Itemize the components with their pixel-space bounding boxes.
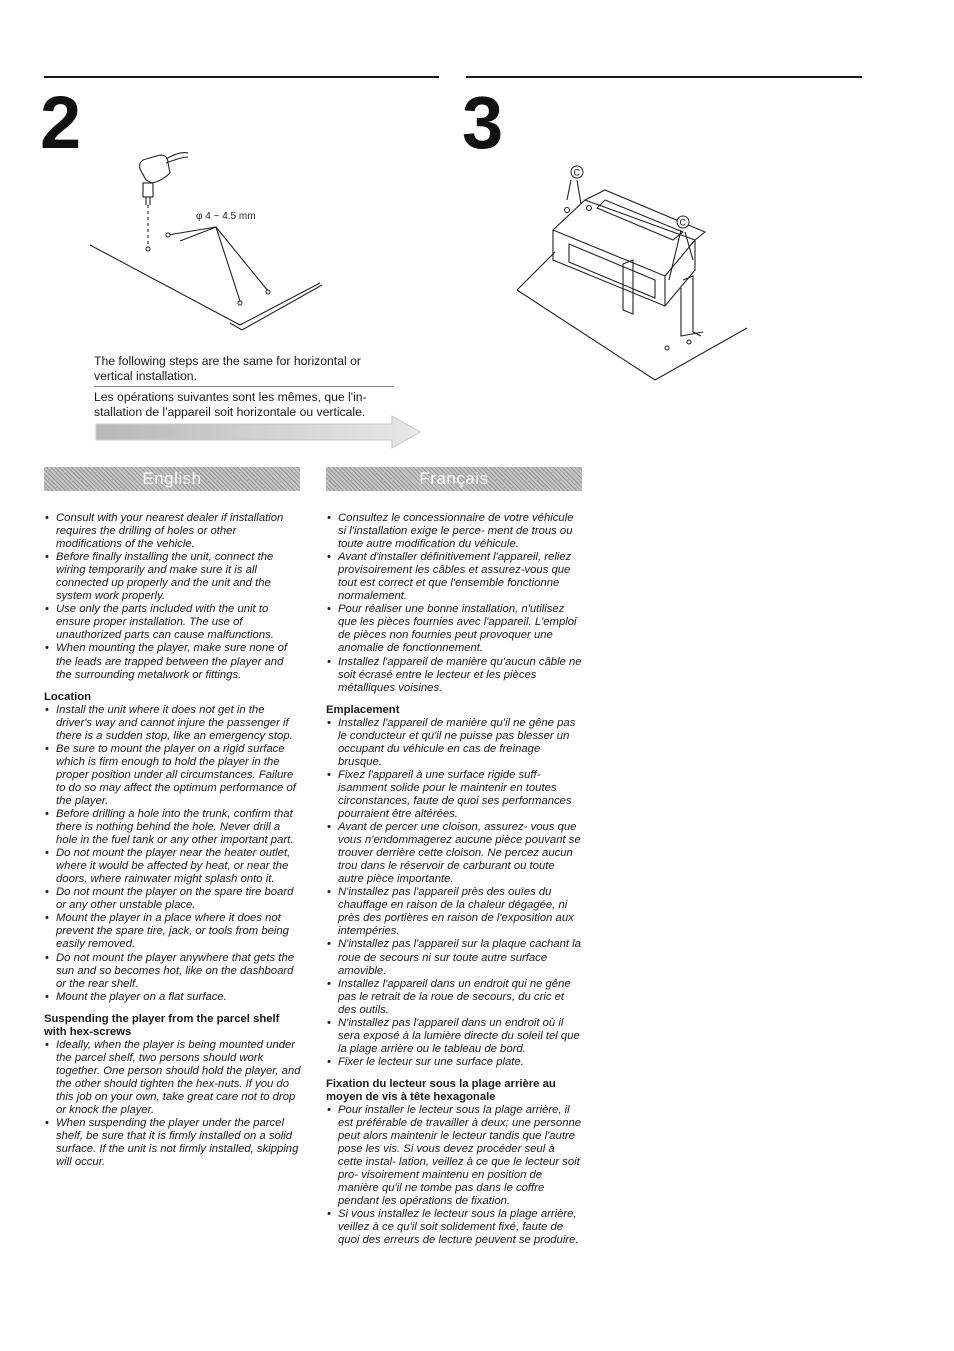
list-item: • When suspending the player under the parcel shelf, be sure that it is firmly installed on a solid surface. If the unit is not firmly installed, skipping will occur. [44, 1117, 302, 1169]
location-heading: Location [44, 690, 92, 703]
french-column [326, 512, 582, 1247]
step2-number: 2 [40, 81, 82, 164]
note-english: The following steps are the same for horizontal or vertical installation. [94, 354, 394, 387]
french-intro-list [326, 512, 582, 695]
list-item: • Ideally, when the player is being mounted under the parcel shelf, two persons should work together. One person should hold the player, and the other should tighten the hex-nuts. If you do this job on your own, take great care not to drop or knock the player. [44, 1039, 302, 1117]
list-item: • Install the unit where it does not get in the driver's way and cannot injure the passenger if there is a sudden stop, like an emergency stop. [44, 704, 302, 743]
list-item: • N'installez pas l'appareil sur la plaque cachant la roue de secours ni sur toute autre surface amovible. [326, 938, 582, 977]
list-item: • Fixer le lecteur sur une surface plate. [326, 1056, 582, 1069]
list-item: • Do not mount the player anywhere that gets the sun and so becomes hot, like on the dashboard or the rear shelf. [44, 952, 302, 991]
french-header: Français [326, 467, 582, 491]
list-item: • Pour installer le lecteur sous la plage arrière, il est préférable de travailler à deux; une personne peut alors maintenir le lecteur tandis que l'autre pose les vis. Si vous devez procéder seul à cette instal- lation, veillez à ce que le lecteur soit pro- visoirement maintenu en position de manière qu'il ne tombe pas dans le coffre pendant les opérations de fixation. [326, 1104, 582, 1208]
list-item: • Pour réaliser une bonne installation, n'utilisez que les pièces fournies avec l'appareil. L'emploi de pièces non fournies peut provoquer une anomalie de fonctionnement. [326, 603, 582, 655]
step2-rule [44, 76, 439, 78]
arrow-graphic [94, 414, 424, 454]
list-item: • Before finally installing the unit, connect the wiring temporarily and make sure it is all connected up properly and the unit and the system work properly. [44, 551, 302, 603]
emplacement-heading: Emplacement [326, 703, 400, 716]
list-item: • Avant de percer une cloison, assurez- vous que vous n'endommagerez aucune pièce pouvant se trouver derrière cette cloison. Ne percez aucun trou dans le réservoir de carburant ou toute autre pièce importante. [326, 821, 582, 886]
suspending-heading: Suspending the player from the parcel shelf with hex-screws [44, 1012, 280, 1038]
list-item: • Do not mount the player near the heater outlet, where it would be affected by heat, or near the doors, where rainwater might splash onto it. [44, 847, 302, 886]
marker-c-top: C [573, 167, 580, 178]
list-item: • When mounting the player, make sure none of the leads are trapped between the player and the surrounding metalwork or fittings. [44, 642, 302, 681]
english-intro-list [44, 512, 302, 682]
french-suspend-list [326, 1104, 582, 1248]
english-location-list [44, 704, 302, 1004]
list-item: • Mount the player on a flat surface. [44, 991, 302, 1004]
fixation-heading: Fixation du lecteur sous la plage arrière au moyen de vis à tête hexagonale [326, 1077, 556, 1103]
list-item: • Do not mount the player on the spare tire board or any other unstable place. [44, 886, 302, 912]
marker-c-right: C [679, 217, 686, 228]
list-item: • Fixez l'appareil à une surface rigide suff- isamment solide pour le maintenir en toutes circonstances, faute de quoi ses performances pourraient être altérées. [326, 769, 582, 821]
list-item: • Avant d'installer définitivement l'appareil, reliez provisoirement les câbles et assurez-vous que tout est correct et que l'ensemble fonctionne normalement. [326, 551, 582, 603]
french-location-list [326, 717, 582, 1069]
list-item: • Consult with your nearest dealer if installation requires the drilling of holes or other modifications of the vehicle. [44, 512, 302, 551]
list-item: • N'installez pas l'appareil dans un endroit où il sera exposé à la lumière directe du soleil tel que la plage arrière ou le tableau de bord. [326, 1017, 582, 1056]
list-item: • Installez l'appareil de manière qu'aucun câble ne soit écrasé entre le lecteur et les pièces métalliques voisines. [326, 656, 582, 695]
english-suspend-list [44, 1039, 302, 1169]
list-item: • Si vous installez le lecteur sous la plage arrière, veillez à ce qu'il soit solidement fixé, faute de quoi des erreurs de lecture peuvent se produire. [326, 1208, 582, 1247]
unit-mount-illustration [505, 160, 765, 390]
list-item: • Before drilling a hole into the trunk, confirm that there is nothing behind the hole. Never drill a hole in the fuel tank or any other important part. [44, 808, 302, 847]
list-item: • Consultez le concessionnaire de votre véhicule si l'installation exige le perce- ment de trous ou toute autre modification du véhicule. [326, 512, 582, 551]
list-item: • Be sure to mount the player on a rigid surface which is firm enough to hold the player in the proper position under all circumstances. Failure to do so may affect the optimum performance of the player. [44, 743, 302, 808]
drill-size-label: φ 4 ~ 4.5 mm [196, 211, 256, 222]
list-item: • Use only the parts included with the unit to ensure proper installation. The use of unauthorized parts can cause malfunctions. [44, 603, 302, 642]
step3-rule [466, 76, 862, 78]
list-item: • Installez l'appareil dans un endroit qui ne gêne pas le retrait de la roue de secours, du cric et des outils. [326, 978, 582, 1017]
list-item: • Installez l'appareil de manière qu'il ne gêne pas le conducteur et qu'il ne puisse pas blesser un occupant du véhicule en cas de freinage brusque. [326, 717, 582, 769]
english-column [44, 512, 302, 1169]
drill-illustration [80, 145, 340, 345]
step3-number: 3 [462, 81, 504, 164]
list-item: • N'installez pas l'appareil près des ouïes du chauffage en raison de la chaleur dégagée, ni près des portières en raison de l'exposition aux intempéries. [326, 886, 582, 938]
installation-note [94, 354, 394, 420]
note-french: Les opérations suivantes sont les mêmes, que l'in- stallation de l'appareil soit horizontale ou verticale. [94, 390, 367, 419]
list-item: • Mount the player in a place where it does not prevent the spare tire, jack, or tools from being easily removed. [44, 912, 302, 951]
english-header: English [44, 467, 300, 491]
